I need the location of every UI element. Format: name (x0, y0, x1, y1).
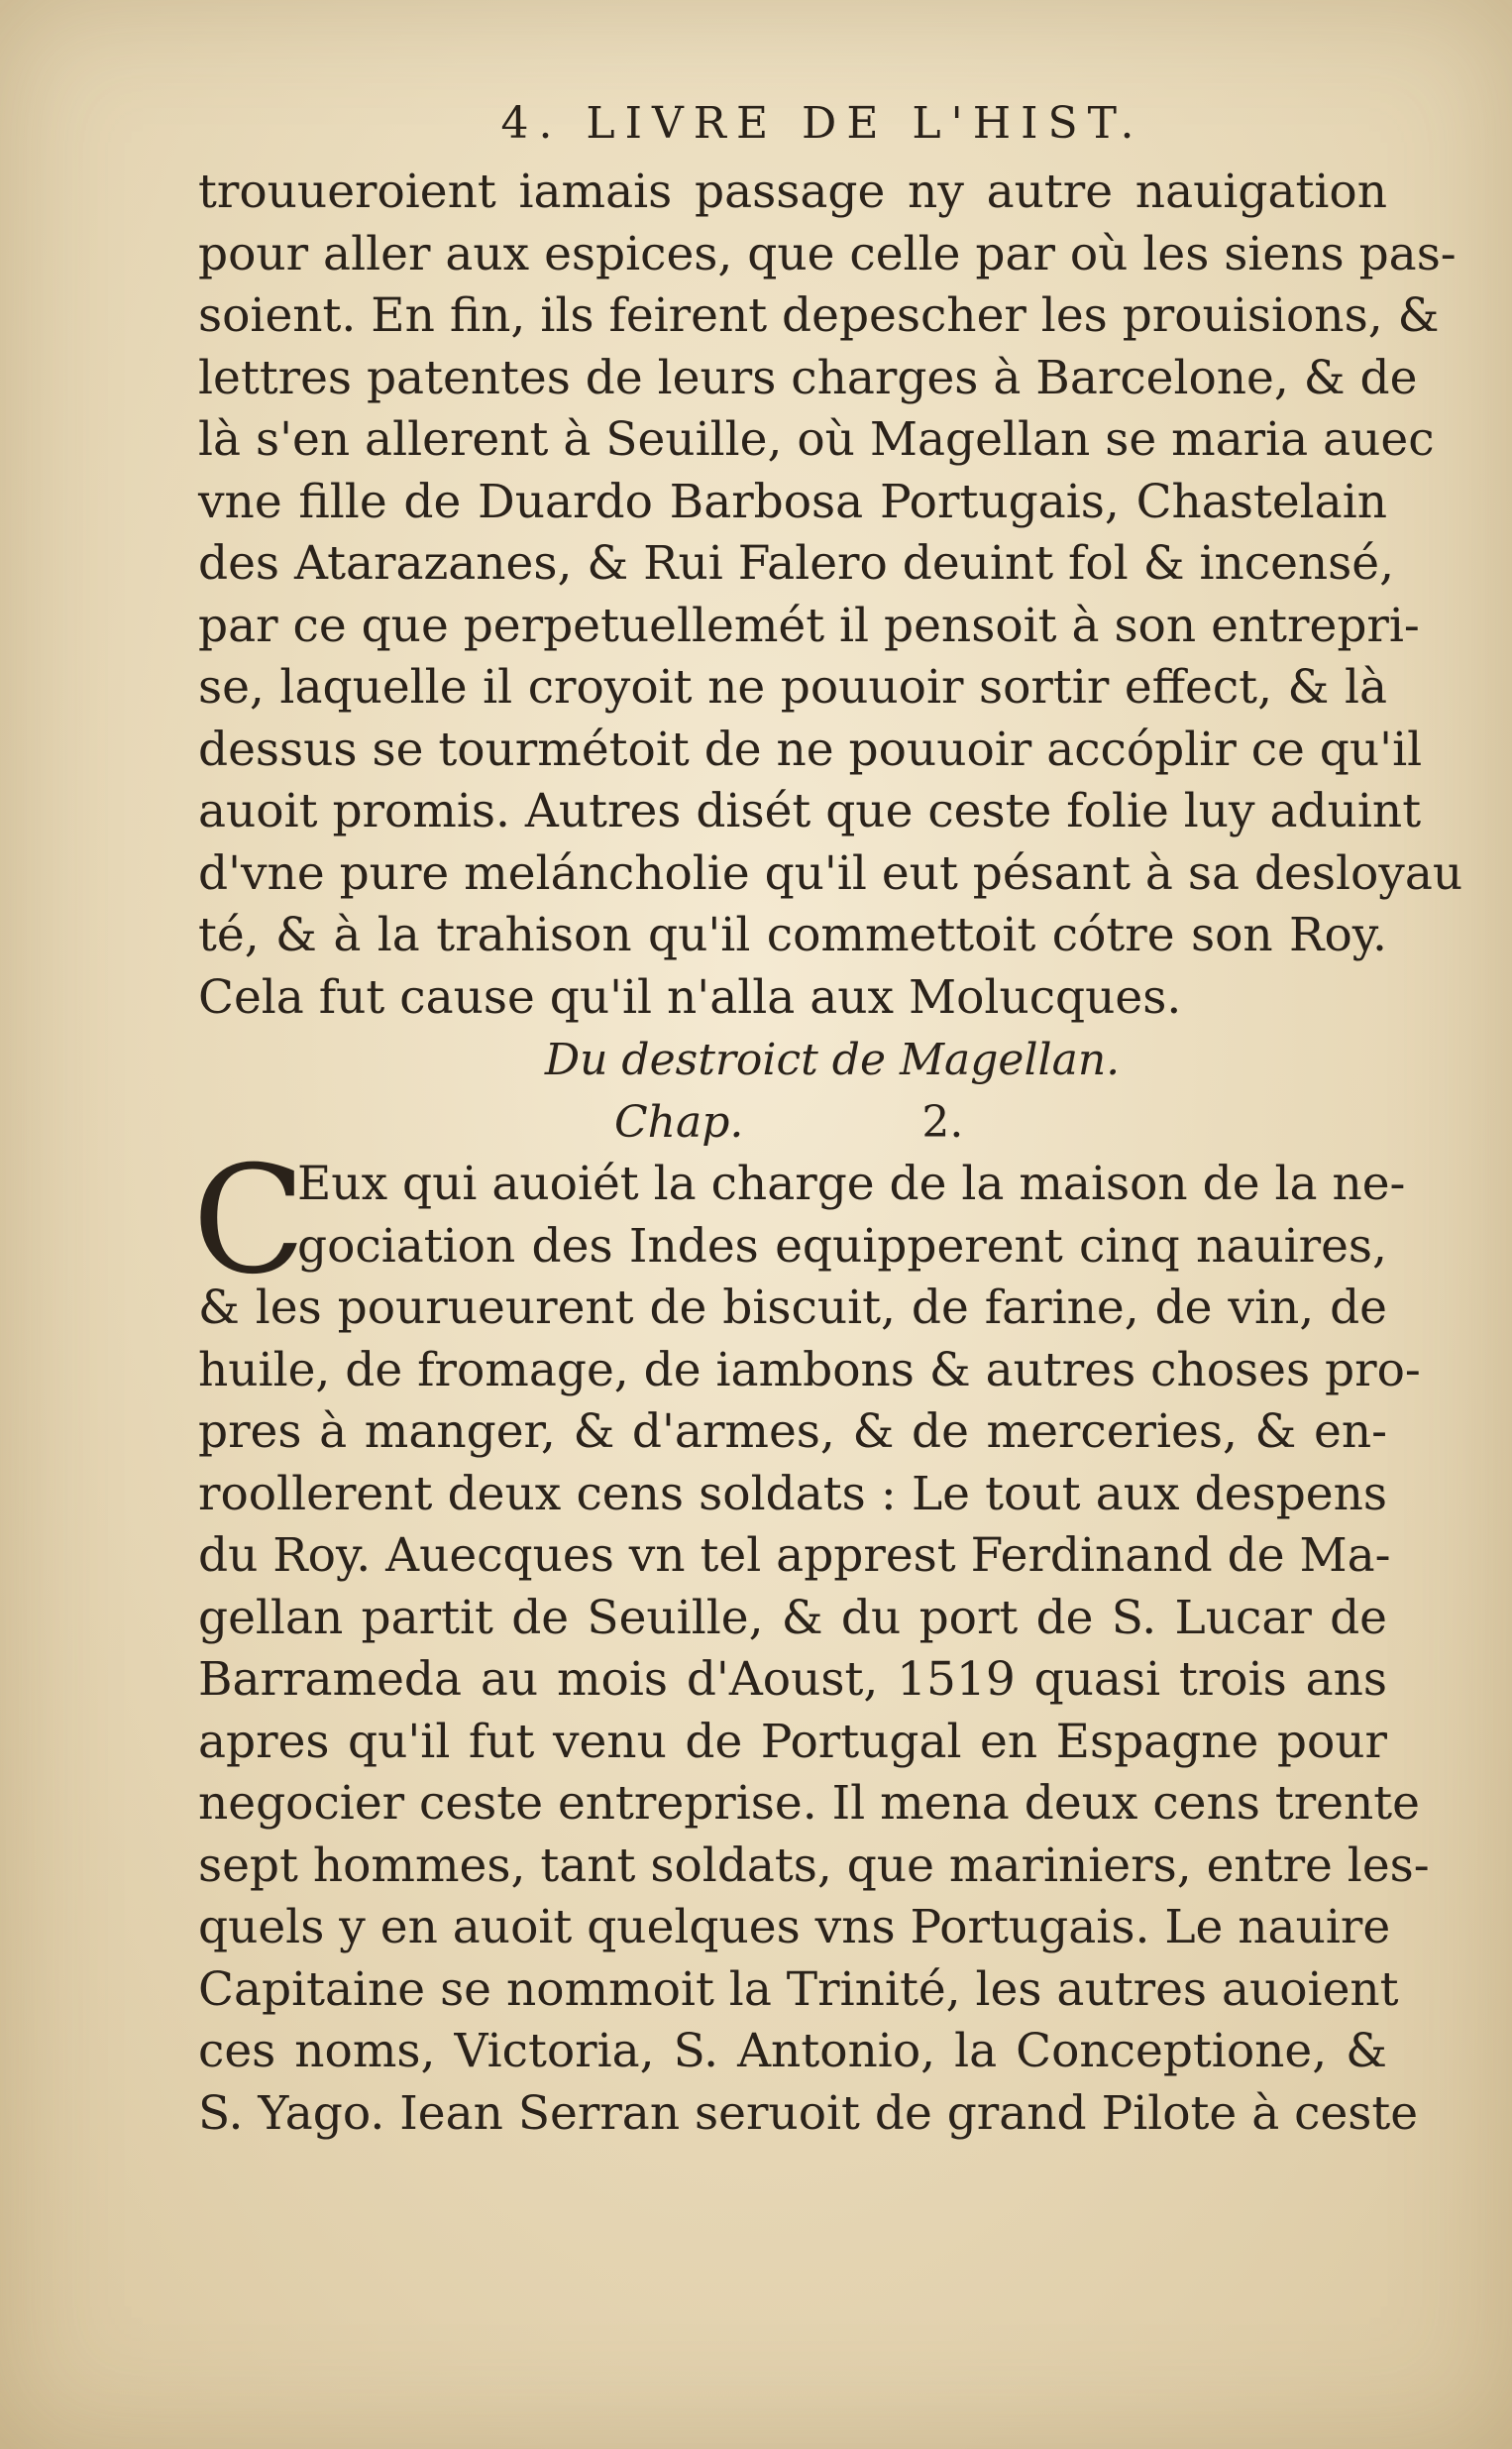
chapter-number: 2. (921, 1097, 964, 1148)
section-1 (198, 162, 1463, 1029)
chapter-title: Du destroict de Magellan. (544, 1035, 1121, 1085)
text-line: pour aller aux espices, que celle par où les siens pas- (198, 226, 1457, 281)
drop-cap: C (192, 1135, 306, 1307)
text-line: du Roy. Auecques vn tel apprest Ferdinand de Ma- (198, 1528, 1391, 1583)
text-line: S. Yago. Iean Serran seruoit de grand Pilote à ceste (198, 2085, 1419, 2141)
text-block (192, 94, 1463, 2145)
text-line: là s'en allerent à Seuille, où Magellan se maria auec (198, 412, 1435, 467)
text-line: auoit promis. Autres disét que ceste folie luy aduint (198, 784, 1422, 838)
text-line: dessus se tourmétoit de ne pouuoir accóplir ce qu'il (198, 722, 1423, 777)
text-line: Cela fut cause qu'il n'alla aux Molucques. (198, 969, 1182, 1025)
chapter-heading (198, 1092, 1387, 1154)
text-line: té, & à la trahison qu'il commettoit cótre son Roy. (198, 908, 1387, 962)
text-line: quels y en auoit quelques vns Portugais. Le nauire (198, 1900, 1391, 1954)
text-line: Barrameda au mois d'Aoust, 1519 quasi trois ans (198, 1652, 1387, 1707)
chapter-label: Chap. (614, 1097, 744, 1148)
text-line: ces noms, Victoria, S. Antonio, la Conceptione, & (198, 2024, 1387, 2078)
text-line: Eux qui auoiét la charge de la maison de la ne- (297, 1157, 1406, 1211)
text-line: & les pourueurent de biscuit, de farine, de vin, de (198, 1280, 1387, 1335)
text-line: apres qu'il fut venu de Portugal en Espagne pour (198, 1714, 1387, 1769)
text-line: negocier ceste entreprise. Il mena deux cens trente (198, 1776, 1420, 1831)
running-head: 4. LIVRE DE L'HIST. (500, 98, 1144, 149)
text-line: vne fille de Duardo Barbosa Portugais, Chastelain (198, 474, 1387, 529)
text-line: des Atarazanes, & Rui Falero deuint fol & incensé, (198, 536, 1395, 591)
section-2 (192, 1135, 1430, 2145)
text-line: pres à manger, & d'armes, & de merceries, & en- (198, 1404, 1387, 1459)
text-line: lettres patentes de leurs charges à Barcelone, & de (198, 350, 1418, 405)
text-line: huile, de fromage, de iambons & autres choses pro- (198, 1342, 1421, 1397)
text-line: se, laquelle il croyoit ne pouuoir sortir effect, & là (198, 660, 1387, 715)
text-line: trouueroient iamais passage ny autre nauigation (198, 165, 1387, 219)
text-line: soient. En fin, ils feirent depescher les prouisions, & (198, 288, 1440, 343)
text-line: gellan partit de Seuille, & du port de S. Lucar de (198, 1590, 1387, 1645)
text-line: gociation des Indes equipperent cinq nauires, (297, 1218, 1387, 1274)
text-line: Capitaine se nommoit la Trinité, les autres auoient (198, 1961, 1399, 2017)
text-line: sept hommes, tant soldats, que mariniers, entre les- (198, 1837, 1430, 1893)
text-line: par ce que perpetuellemét il pensoit à son entrepri- (198, 598, 1420, 653)
text-line: roollerent deux cens soldats : Le tout aux despens (198, 1466, 1387, 1521)
text-line: d'vne pure meláncholie qu'il eut pésant à sa desloyau (198, 845, 1463, 901)
